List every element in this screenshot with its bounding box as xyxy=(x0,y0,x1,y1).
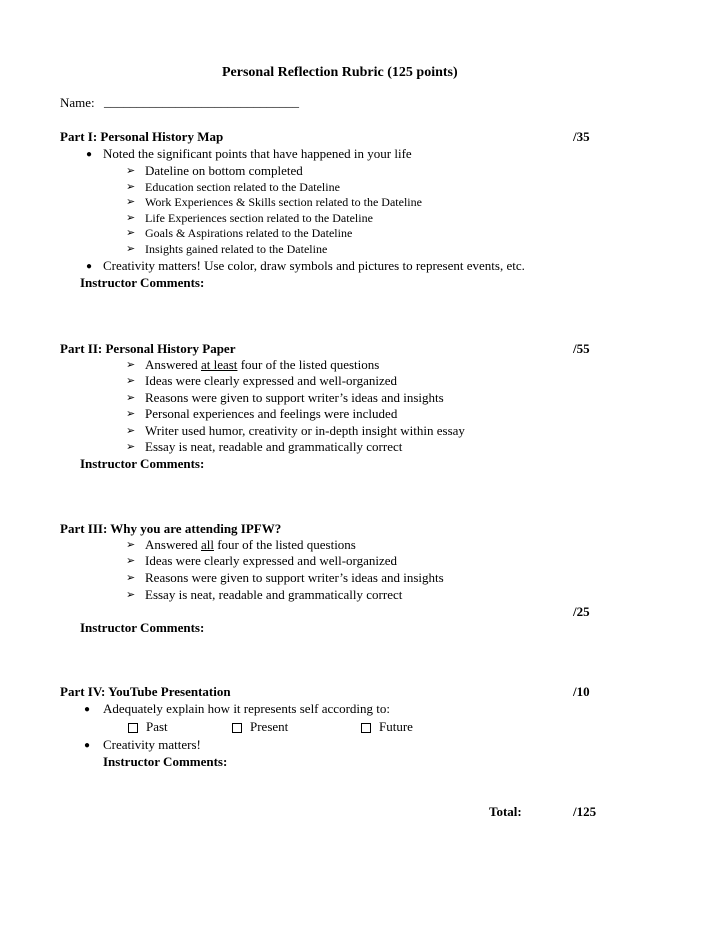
part3-item: Essay is neat, readable and grammatically correct xyxy=(145,587,403,602)
part1-bullet2: Creativity matters! Use color, draw symbols and pictures to represent events, etc. xyxy=(103,258,525,273)
part1-instructor-comments: Instructor Comments: xyxy=(80,275,205,290)
arrow-bullet-icon: ➢ xyxy=(126,589,136,601)
part2-instructor-comments: Instructor Comments: xyxy=(80,456,205,471)
part2-item-answered xyxy=(145,357,379,373)
part1-points: /35 xyxy=(573,129,590,144)
all-emphasis: all xyxy=(200,537,214,552)
arrow-bullet-icon: ➢ xyxy=(126,359,136,371)
part2-item: Ideas were clearly expressed and well-organized xyxy=(145,373,398,388)
part2-heading: Part II: Personal History Paper xyxy=(60,341,236,356)
part1-item: Education section related to the Dateline xyxy=(145,180,340,194)
part2-item: Personal experiences and feelings were included xyxy=(145,406,398,421)
arrow-bullet-icon: ➢ xyxy=(126,572,136,584)
part4-bullet2: Creativity matters! xyxy=(103,737,201,752)
part4-instructor-comments: Instructor Comments: xyxy=(103,754,228,769)
bullet-icon: ● xyxy=(84,740,91,751)
part3-item: Reasons were given to support writer’s ideas and insights xyxy=(145,570,444,585)
arrow-bullet-icon: ➢ xyxy=(126,408,136,420)
part2-item: Reasons were given to support writer’s ideas and insights xyxy=(145,390,444,405)
part3-points: /25 xyxy=(573,604,590,619)
at-least-emphasis: at least xyxy=(200,357,238,372)
checkbox-future[interactable] xyxy=(361,723,371,733)
part3-heading: Part III: Why you are attending IPFW? xyxy=(60,521,282,536)
part2-item: Writer used humor, creativity or in-depth insight within essay xyxy=(145,423,465,438)
total-points: /125 xyxy=(573,804,597,819)
arrow-bullet-icon: ➢ xyxy=(126,441,136,453)
part1-item: Dateline on bottom completed xyxy=(145,163,303,178)
answered-text: Answered xyxy=(145,537,198,552)
part1-item: Insights gained related to the Dateline xyxy=(145,242,328,256)
part2-item: Essay is neat, readable and grammatically correct xyxy=(145,439,403,454)
bullet-icon: ● xyxy=(84,704,91,715)
bullet-icon: ● xyxy=(86,149,93,160)
arrow-bullet-icon: ➢ xyxy=(126,425,136,437)
arrow-bullet-icon: ➢ xyxy=(126,165,136,177)
arrow-bullet-icon: ➢ xyxy=(126,555,136,567)
part4-bullet1: Adequately explain how it represents self according to: xyxy=(103,701,390,716)
questions-text: four of the listed questions xyxy=(240,357,380,372)
name-label: Name: xyxy=(60,95,95,110)
checkbox-past[interactable] xyxy=(128,723,138,733)
total-label: Total: xyxy=(489,804,522,819)
part3-item: Ideas were clearly expressed and well-organized xyxy=(145,553,398,568)
answered-text: Answered xyxy=(145,357,198,372)
option-past-label: Past xyxy=(146,719,168,734)
arrow-bullet-icon: ➢ xyxy=(126,196,136,208)
checkbox-present[interactable] xyxy=(232,723,242,733)
part1-item: Goals & Aspirations related to the Dateline xyxy=(145,226,353,240)
arrow-bullet-icon: ➢ xyxy=(126,227,136,239)
part1-item: Work Experiences & Skills section related to the Dateline xyxy=(145,195,422,209)
part4-points: /10 xyxy=(573,684,590,699)
questions-text: four of the listed questions xyxy=(217,537,356,552)
arrow-bullet-icon: ➢ xyxy=(126,181,136,193)
arrow-bullet-icon: ➢ xyxy=(126,212,136,224)
part1-heading: Part I: Personal History Map xyxy=(60,129,224,144)
name-line: ______________________________ xyxy=(104,94,299,109)
part4-heading: Part IV: YouTube Presentation xyxy=(60,684,231,699)
arrow-bullet-icon: ➢ xyxy=(126,539,136,551)
arrow-bullet-icon: ➢ xyxy=(126,392,136,404)
option-future-label: Future xyxy=(379,719,413,734)
part1-bullet1: Noted the significant points that have happened in your life xyxy=(103,146,412,161)
part1-item: Life Experiences section related to the Dateline xyxy=(145,211,373,225)
part3-instructor-comments: Instructor Comments: xyxy=(80,620,205,635)
arrow-bullet-icon: ➢ xyxy=(126,243,136,255)
bullet-icon: ● xyxy=(86,261,93,272)
part3-item-answered xyxy=(145,537,356,553)
option-present-label: Present xyxy=(250,719,289,734)
page-title: Personal Reflection Rubric (125 points) xyxy=(222,65,458,80)
part2-points: /55 xyxy=(573,341,590,356)
arrow-bullet-icon: ➢ xyxy=(126,375,136,387)
